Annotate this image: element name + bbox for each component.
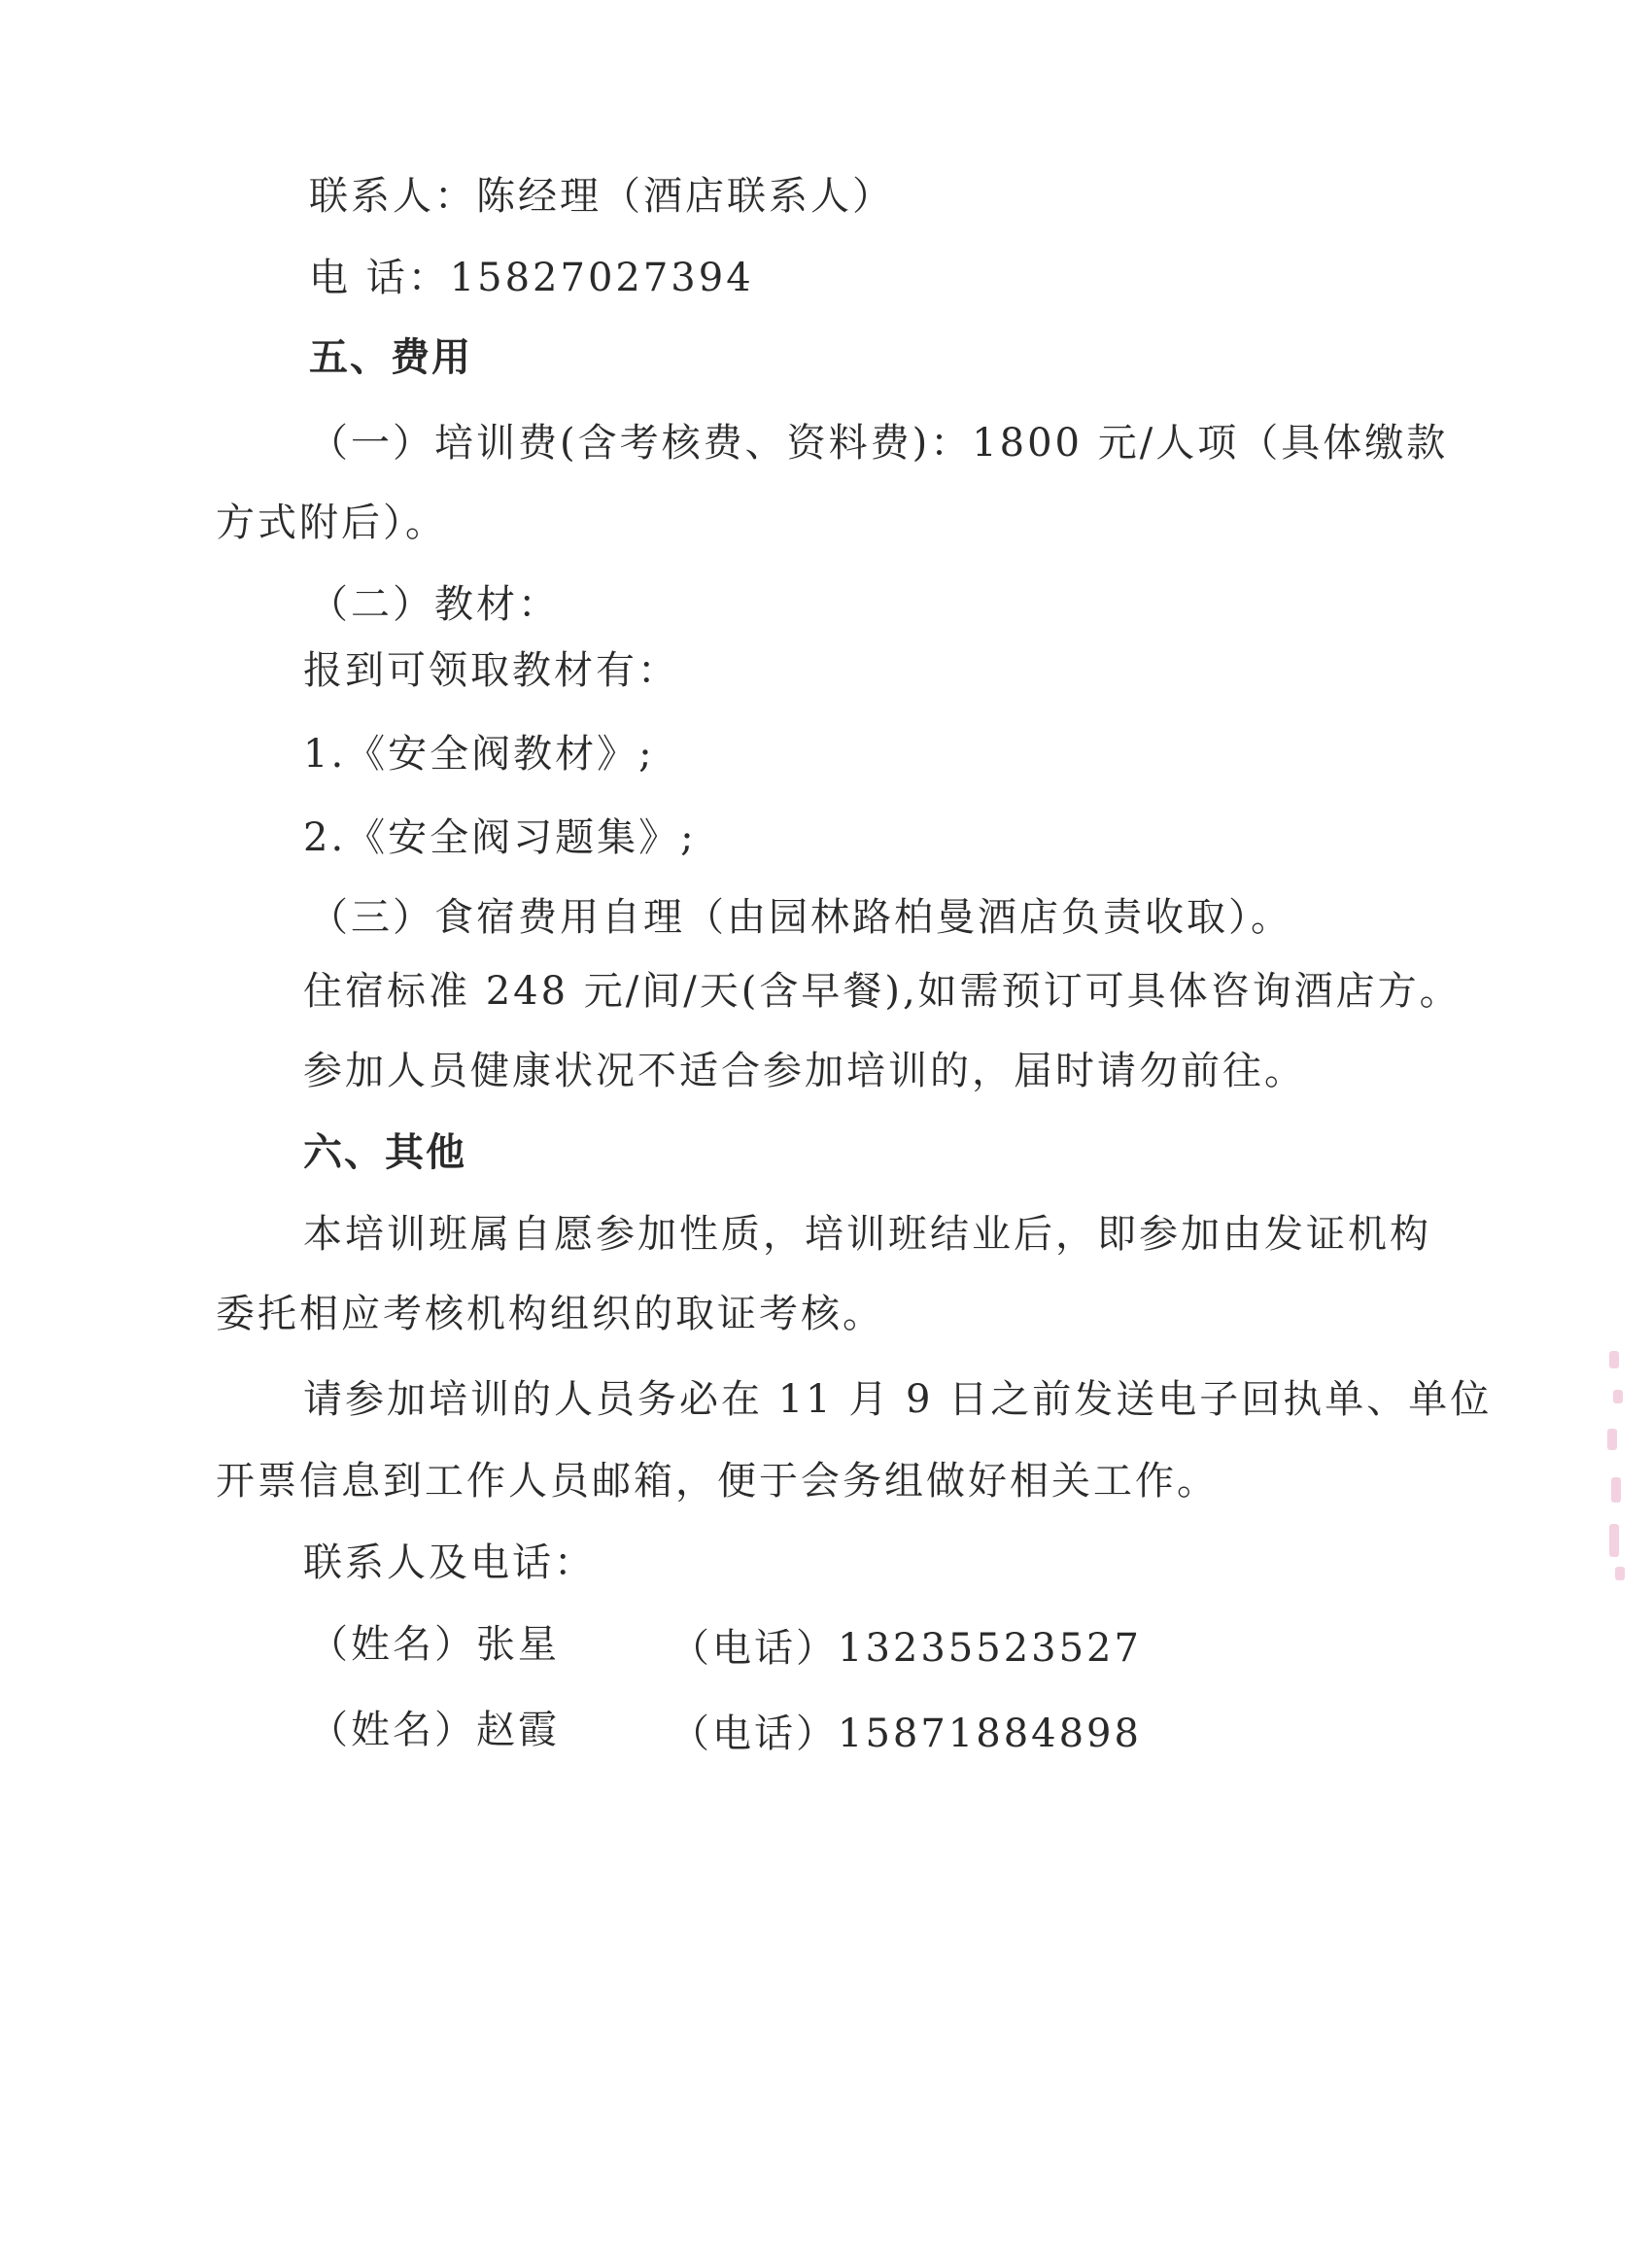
seal-fragment xyxy=(1615,1567,1625,1580)
hotel-phone-line: 电 话：15827027394 xyxy=(309,256,754,300)
fee-item-training: （一）培训费(含考核费、资料费)：1800 元/人项（具体缴款 xyxy=(309,421,1449,466)
fee-item-lodging: （三）食宿费用自理（由园林路柏曼酒店负责收取）。 xyxy=(309,895,1292,940)
seal-fragment xyxy=(1609,1524,1619,1557)
other-paragraph-1-cont: 委托相应考核机构组织的取证考核。 xyxy=(216,1292,884,1336)
section-heading-other: 六、其他 xyxy=(303,1130,466,1175)
contact-phone: （电话）15871884898 xyxy=(671,1712,1142,1756)
other-paragraph-2: 请参加培训的人员务必在 11 月 9 日之前发送电子回执单、单位 xyxy=(303,1377,1493,1422)
seal-fragment xyxy=(1613,1390,1623,1403)
seal-fragment xyxy=(1611,1477,1621,1503)
other-paragraph-1: 本培训班属自愿参加性质，培训班结业后，即参加由发证机构 xyxy=(303,1212,1431,1257)
textbook-item-1: 1.《安全阀教材》; xyxy=(303,732,655,777)
section-heading-fees: 五、费用 xyxy=(309,335,472,380)
fee-item-training-cont: 方式附后）。 xyxy=(216,501,447,545)
hotel-contact-line: 联系人：陈经理（酒店联系人） xyxy=(309,174,894,219)
health-notice: 参加人员健康状况不适合参加培训的，届时请勿前往。 xyxy=(303,1049,1306,1093)
seal-fragment xyxy=(1607,1429,1617,1450)
textbook-intro: 报到可领取教材有： xyxy=(303,648,679,693)
contacts-label: 联系人及电话： xyxy=(303,1540,596,1585)
contact-phone: （电话）13235523527 xyxy=(671,1626,1142,1671)
fee-item-textbooks: （二）教材： xyxy=(309,582,560,627)
other-paragraph-2-cont: 开票信息到工作人员邮箱，便于会务组做好相关工作。 xyxy=(216,1459,1219,1504)
lodging-standard: 住宿标准 248 元/间/天(含早餐),如需预订可具体咨询酒店方。 xyxy=(303,969,1462,1014)
seal-fragment xyxy=(1609,1351,1619,1368)
contact-name: （姓名）赵霞 xyxy=(309,1708,560,1752)
textbook-item-2: 2.《安全阀习题集》; xyxy=(303,815,697,860)
contact-name: （姓名）张星 xyxy=(309,1622,560,1667)
